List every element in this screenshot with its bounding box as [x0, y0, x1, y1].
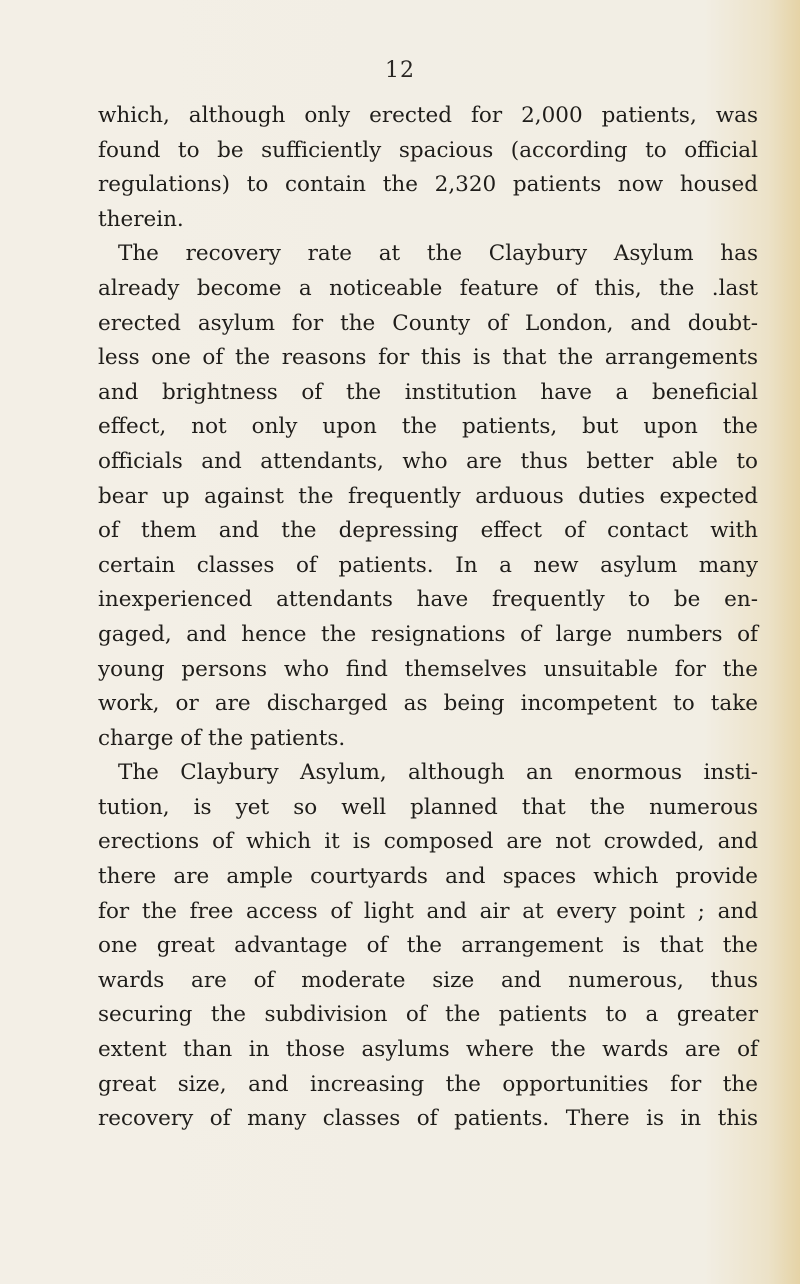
text-line: therein.: [98, 206, 184, 232]
text-line: inexperienced attendants have frequently to be en-: [98, 587, 758, 613]
text-line: certain classes of patients. In a new asylum many: [98, 552, 758, 578]
text-line: gaged, and hence the resignations of large numbers of: [98, 621, 758, 647]
text-line: found to be sufficiently spacious (according to official: [98, 137, 758, 163]
text-line: effect, not only upon the patients, but upon the: [98, 414, 758, 440]
text-line: regulations) to contain the 2,320 patients now housed: [98, 172, 758, 198]
text-line: for the free access of light and air at every point ; and: [98, 898, 758, 924]
text-line: less one of the reasons for this is that the arrangements: [98, 345, 758, 371]
text-line: and brightness of the institution have a beneficial: [98, 379, 758, 405]
text-line: work, or are discharged as being incompetent to take: [98, 691, 758, 717]
text-line: already become a noticeable feature of this, the .last: [98, 275, 758, 301]
text-line: wards are of moderate size and numerous, thus: [98, 967, 758, 993]
paragraph-start-line: The recovery rate at the Claybury Asylum has: [118, 241, 758, 267]
text-line: securing the subdivision of the patients to a greater: [98, 1002, 758, 1028]
paragraph-start-line: The Claybury Asylum, although an enormous insti-: [118, 760, 758, 786]
text-line: erected asylum for the County of London, and doubt-: [98, 310, 758, 336]
page-number: 12: [385, 58, 415, 83]
text-line: recovery of many classes of patients. There is in this: [98, 1106, 758, 1132]
text-line: one great advantage of the arrangement is that the: [98, 933, 758, 959]
text-line: great size, and increasing the opportunities for the: [98, 1071, 758, 1097]
text-line: young persons who find themselves unsuitable for the: [98, 656, 758, 682]
body-text: [98, 99, 758, 1137]
text-line: of them and the depressing effect of contact with: [98, 518, 758, 544]
text-line: erections of which it is composed are not crowded, and: [98, 829, 758, 855]
text-line: which, although only erected for 2,000 patients, was: [98, 103, 758, 128]
text-line: there are ample courtyards and spaces which provide: [98, 864, 758, 890]
text-line: extent than in those asylums where the wards are of: [98, 1037, 758, 1063]
text-line: bear up against the frequently arduous duties expected: [98, 483, 758, 509]
text-line: tution, is yet so well planned that the numerous: [98, 794, 758, 820]
text-line: officials and attendants, who are thus better able to: [98, 448, 758, 474]
text-line: charge of the patients.: [98, 725, 346, 751]
